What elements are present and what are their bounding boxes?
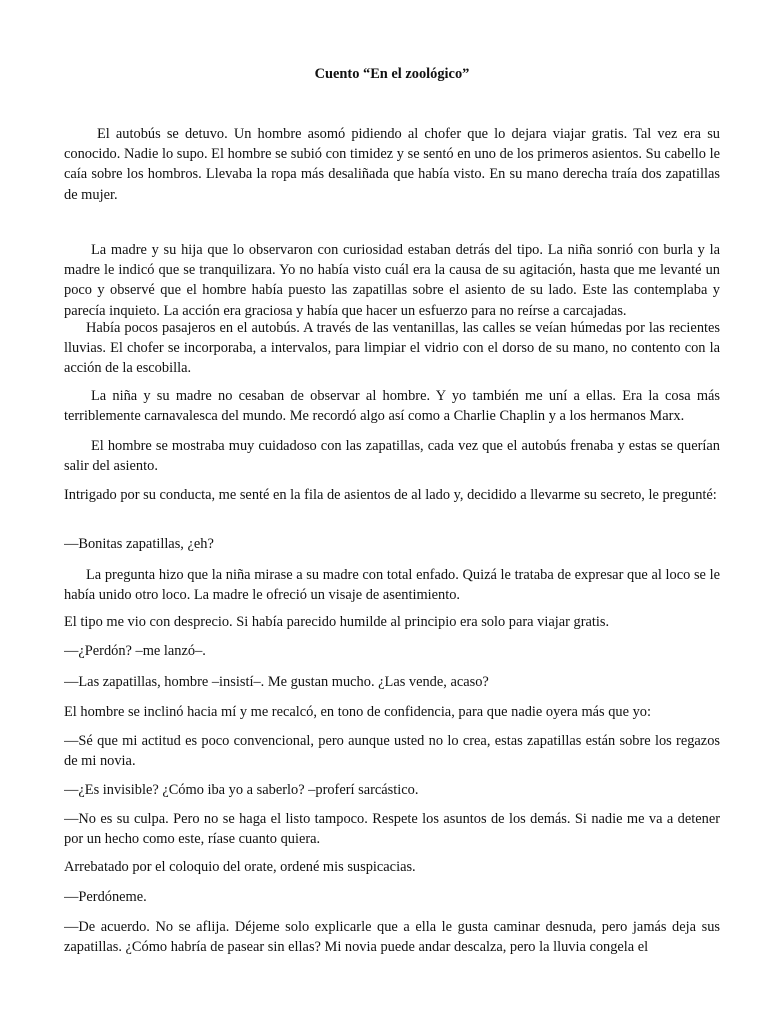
paragraph-10: —¿Perdón? –me lanzó–.: [64, 643, 206, 659]
paragraph-2: La madre y su hija que lo observaron con curiosidad estaban detrás del tipo. La niña sonrió con burla y la madre le indicó que se tranquilizara. Yo no había visto cuál era la causa de su agitación, hasta que me levanté un poco y observé que el hombre había puesto las zapatillas sobre el asiento de su lado. Este las contemplaba y parecía inquieto. La acción era graciosa y había que hacer un esfuerzo para no reírse a carcajadas.: [64, 242, 720, 319]
paragraph-1: El autobús se detuvo. Un hombre asomó pidiendo al chofer que lo dejara viajar gratis. Tal vez era su conocido. Nadie lo supo. El hombre se subió con timidez y se sentó en uno de los primeros asientos. Su cabello le caía sobre los hombros. Llevaba la ropa más desaliñada que había visto. En su mano derecha traía dos zapatillas de mujer.: [64, 126, 720, 203]
paragraph-9: El tipo me vio con desprecio. Si había parecido humilde al principio era solo para viajar gratis.: [64, 614, 610, 630]
paragraph-4: La niña y su madre no cesaban de observar al hombre. Y yo también me uní a ellas. Era la cosa más terriblemente carnavalesca del mundo. Me recordó algo así como a Charlie Chaplin y a los hermanos Marx.: [64, 388, 720, 425]
paragraph-17: —Perdóneme.: [64, 889, 147, 905]
document-page: [64, 0, 720, 1024]
paragraph-5: El hombre se mostraba muy cuidadoso con las zapatillas, cada vez que el autobús frenaba y estas se querían salir del asiento.: [64, 438, 720, 475]
paragraph-6: Intrigado por su conducta, me senté en la fila de asientos de al lado y, decidido a llevarme su secreto, le pregunté:: [64, 487, 717, 503]
paragraph-14: —¿Es invisible? ¿Cómo iba yo a saberlo? –proferí sarcástico.: [64, 782, 419, 798]
document-title: Cuento “En el zoológico”: [314, 66, 470, 82]
paragraph-8: La pregunta hizo que la niña mirase a su madre con total enfado. Quizá le trataba de expresar que al loco se le había unido otro loco. La madre le ofreció un visaje de asentimiento.: [64, 567, 720, 604]
paragraph-12: El hombre se inclinó hacia mí y me recalcó, en tono de confidencia, para que nadie oyera más que yo:: [64, 704, 651, 720]
paragraph-16: Arrebatado por el coloquio del orate, ordené mis suspicacias.: [64, 859, 416, 875]
paragraph-3: Había pocos pasajeros en el autobús. A través de las ventanillas, las calles se veían húmedas por las recientes lluvias. El chofer se incorporaba, a intervalos, para limpiar el vidrio con el dorso de su mano, no contento con la acción de la escobilla.: [64, 320, 720, 377]
paragraph-15: —No es su culpa. Pero no se haga el listo tampoco. Respete los asuntos de los demás. Si nadie me va a detener por un hecho como este, ríase cuanto quiera.: [64, 811, 720, 848]
paragraph-18: —De acuerdo. No se aflija. Déjeme solo explicarle que a ella le gusta caminar desnuda, pero jamás deja sus zapatillas. ¿Cómo habría de pasear sin ellas? Mi novia puede andar descalza, pero la lluvia congela el: [64, 919, 720, 956]
paragraph-7: —Bonitas zapatillas, ¿eh?: [64, 536, 214, 552]
paragraph-11: —Las zapatillas, hombre –insistí–. Me gustan mucho. ¿Las vende, acaso?: [64, 674, 489, 690]
paragraph-13: —Sé que mi actitud es poco convencional, pero aunque usted no lo crea, estas zapatillas están sobre los regazos de mi novia.: [64, 733, 720, 770]
